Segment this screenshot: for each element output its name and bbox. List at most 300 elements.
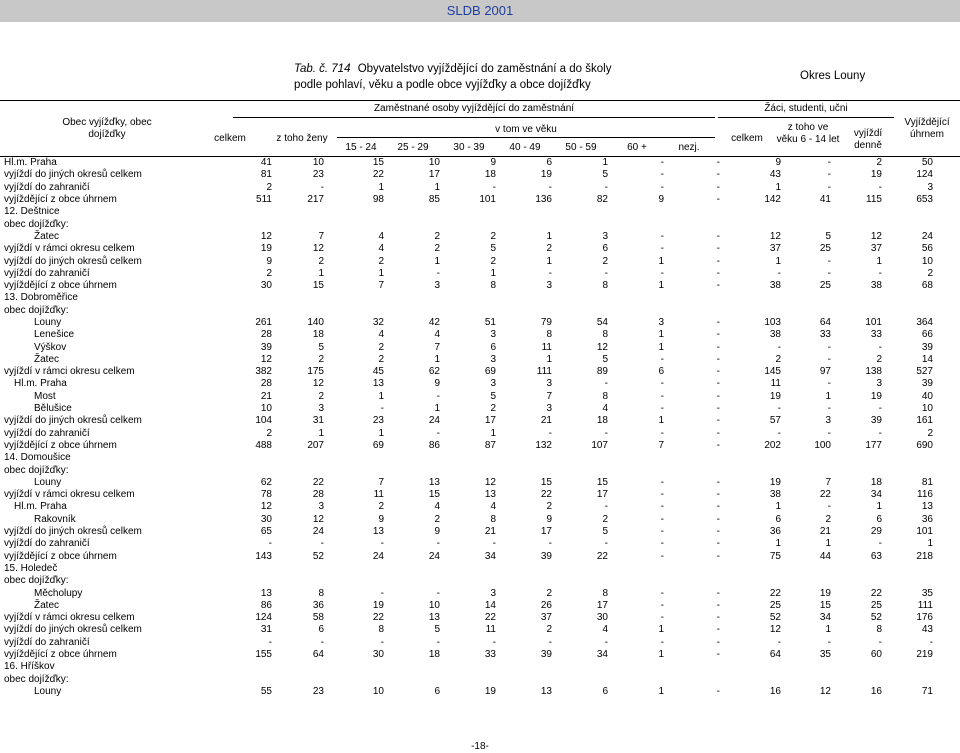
table-cell: 62 (428, 366, 440, 378)
table-cell: 1 (658, 255, 664, 267)
table-cell: 37 (540, 612, 552, 624)
table-cell: 24 (921, 230, 933, 242)
table-cell: 64 (819, 317, 831, 328)
table-cell: 15 (540, 476, 552, 488)
table-cell: 3 (658, 317, 664, 328)
table-cell: - (827, 636, 831, 648)
table-cell (324, 575, 384, 587)
table-cell: 35 (921, 587, 933, 599)
table-cell: - (380, 636, 384, 648)
table-cell: 140 (307, 317, 324, 328)
row-label: vyjíždí v rámci okresu celkem (4, 243, 135, 255)
table-row (4, 341, 933, 353)
table-cell: - (716, 243, 720, 255)
table-cell: 81 (260, 169, 272, 181)
table-cell (384, 218, 440, 230)
table-cell: - (320, 636, 324, 648)
table-cell: 33 (819, 329, 831, 341)
table-cell (272, 218, 324, 230)
table-cell (272, 464, 324, 476)
table-cell (234, 206, 272, 218)
table-cell: 101 (916, 526, 933, 538)
row-label: 16. Hříškov (4, 661, 55, 673)
table-cell (440, 575, 496, 587)
col-header-age-2: 30 - 39 (453, 142, 485, 153)
table-cell: 2 (266, 267, 272, 279)
row-label: Lenešice (34, 329, 75, 341)
table-cell (781, 673, 831, 685)
table-cell: 3 (490, 329, 496, 341)
table-cell (496, 305, 552, 317)
table-cell: 24 (372, 550, 384, 562)
table-cell: 58 (312, 612, 324, 624)
table-cell: 9 (490, 157, 496, 169)
table-cell (664, 452, 720, 464)
table-cell: 1 (490, 267, 496, 279)
table-cell: 19 (372, 599, 384, 611)
table-cell: 4 (434, 501, 440, 513)
table-cell: - (380, 538, 384, 550)
table-cell: 7 (825, 476, 831, 488)
table-cell (882, 673, 933, 685)
table-cell (608, 464, 664, 476)
table-cell: 9 (378, 513, 384, 525)
table-cell: 85 (428, 194, 440, 206)
table-cell: - (660, 636, 664, 648)
row-label: Rakovník (34, 513, 76, 525)
table-cell: 104 (255, 415, 272, 427)
table-cell: - (716, 341, 720, 353)
table-cell (781, 292, 831, 304)
table-cell: 34 (596, 649, 608, 661)
table-cell: 64 (312, 649, 324, 661)
table-cell (831, 661, 882, 673)
table-cell: - (660, 599, 664, 611)
table-cell: - (929, 636, 933, 648)
table-cell: 6 (876, 513, 882, 525)
table-cell: 23 (312, 169, 324, 181)
table-cell: 1 (378, 390, 384, 402)
table-row (4, 231, 933, 243)
table-cell: - (716, 157, 720, 169)
table-cell (496, 661, 552, 673)
table-cell: 39 (921, 378, 933, 390)
table-cell: 2 (927, 267, 933, 279)
col-header-age-6: nezj. (678, 142, 700, 153)
table-cell: 38 (769, 280, 781, 292)
table-cell: 6 (775, 513, 781, 525)
table-cell: 3 (318, 403, 324, 415)
table-cell: 78 (260, 489, 272, 501)
table-cell: 11 (541, 341, 552, 353)
table-cell (720, 563, 781, 575)
table-cell: 22 (372, 612, 384, 624)
table-cell: 9 (434, 526, 440, 538)
table-cell (781, 661, 831, 673)
table-cell: 22 (312, 476, 324, 488)
table-row (4, 612, 933, 624)
table-cell: 81 (921, 476, 933, 488)
table-cell: 2 (927, 427, 933, 439)
table-cell: - (716, 317, 720, 328)
table-cell (831, 575, 882, 587)
table-cell: - (380, 403, 384, 415)
table-row (4, 194, 933, 206)
row-label: Žatec (34, 599, 60, 611)
table-cell (552, 305, 608, 317)
table-cell (608, 673, 664, 685)
table-row (4, 428, 933, 440)
row-label: vyjíždějící z obce úhrnem (4, 194, 117, 206)
table-cell: 39 (260, 341, 272, 353)
table-cell (831, 292, 882, 304)
table-cell: 143 (255, 550, 272, 562)
table-cell: 17 (428, 169, 440, 181)
table-row (4, 305, 933, 317)
table-cell: - (716, 587, 720, 599)
table-cell: 24 (428, 550, 440, 562)
table-cell: 14 (921, 353, 933, 365)
table-cell (552, 563, 608, 575)
table-cell: 2 (434, 243, 440, 255)
table-cell: 7 (378, 280, 384, 292)
table-cell: 98 (372, 194, 384, 206)
table-cell: - (777, 267, 781, 279)
table-cell: 54 (596, 317, 608, 328)
table-cell: 30 (596, 612, 608, 624)
table-cell: - (716, 329, 720, 341)
table-cell: - (548, 427, 552, 439)
table-cell: 2 (546, 624, 552, 636)
table-cell: - (320, 538, 324, 550)
table-row (4, 243, 933, 255)
table-cell: 30 (260, 513, 272, 525)
table-cell: 43 (769, 169, 781, 181)
table-cell: 382 (255, 366, 272, 378)
table-cell: 17 (484, 415, 496, 427)
table-cell: 38 (870, 280, 882, 292)
table-cell (324, 452, 384, 464)
table-cell: 3 (602, 230, 608, 242)
row-label: Hl.m. Praha (4, 157, 57, 169)
table-cell: - (716, 612, 720, 624)
table-cell: - (827, 403, 831, 415)
table-cell (552, 292, 608, 304)
table-cell: 42 (428, 317, 440, 328)
table-cell: 6 (602, 685, 608, 697)
col-header-zaci: Žáci, studenti, učni (764, 103, 848, 114)
table-cell: 31 (260, 624, 272, 636)
table-cell: 103 (764, 317, 781, 328)
table-cell: 12 (484, 476, 496, 488)
table-cell: 219 (916, 649, 933, 661)
table-cell (234, 218, 272, 230)
table-cell: 111 (536, 366, 552, 378)
table-cell: 5 (318, 341, 324, 353)
table-cell: 39 (540, 649, 552, 661)
table-cell (552, 206, 608, 218)
table-cell: 52 (870, 612, 882, 624)
table-cell: 69 (372, 439, 384, 451)
table-cell: 16 (769, 685, 781, 697)
table-cell: - (380, 587, 384, 599)
table-cell: - (492, 636, 496, 648)
table-cell: - (660, 378, 664, 390)
table-cell: 12 (312, 378, 324, 390)
col-header-age-4: 50 - 59 (565, 142, 597, 153)
table-cell (720, 661, 781, 673)
table-cell (440, 661, 496, 673)
table-cell: - (660, 501, 664, 513)
table-cell: 10 (372, 685, 384, 697)
table-row (4, 169, 933, 181)
table-cell: 18 (596, 415, 608, 427)
table-cell: 12 (819, 685, 831, 697)
table-cell: - (716, 685, 720, 697)
table-subtitle: podle pohlaví, věku a podle obce vyjížďky a obce dojížďky (294, 79, 591, 91)
table-row (4, 637, 933, 649)
row-label: 12. Deštnice (4, 206, 60, 218)
table-cell: 2 (775, 353, 781, 365)
table-cell: 2 (876, 353, 882, 365)
table-cell: 21 (484, 526, 496, 538)
table-cell: - (777, 427, 781, 439)
table-cell: 1 (658, 649, 664, 661)
table-cell: 28 (260, 378, 272, 390)
table-cell: 175 (307, 366, 324, 378)
table-row (4, 649, 933, 661)
table-cell (781, 218, 831, 230)
table-cell: - (660, 157, 664, 169)
table-cell: 11 (485, 624, 496, 636)
table-cell: 4 (378, 230, 384, 242)
table-cell: 36 (312, 599, 324, 611)
table-cell: - (878, 636, 882, 648)
table-cell: 15 (372, 157, 384, 169)
table-cell (608, 452, 664, 464)
table-cell (324, 673, 384, 685)
table-cell (882, 452, 933, 464)
table-cell: - (548, 267, 552, 279)
table-cell: 1 (318, 427, 324, 439)
table-cell: 12 (260, 353, 272, 365)
table-cell: 5 (825, 230, 831, 242)
table-cell: 8 (602, 280, 608, 292)
table-cell: 101 (865, 317, 882, 328)
table-cell: 1 (434, 403, 440, 415)
table-cell: 13 (540, 685, 552, 697)
table-cell: 9 (434, 378, 440, 390)
table-cell (384, 673, 440, 685)
col-header-age-5: 60 + (627, 142, 647, 153)
table-cell (272, 661, 324, 673)
table-cell: 13 (921, 501, 933, 513)
table-cell: 2 (378, 501, 384, 513)
table-cell: - (436, 636, 440, 648)
table-cell: - (716, 550, 720, 562)
col-header-zaci-celkem: celkem (731, 133, 763, 144)
table-cell: 56 (921, 243, 933, 255)
table-cell: 6 (546, 157, 552, 169)
table-cell (720, 305, 781, 317)
table-cell: 2 (378, 353, 384, 365)
col-header-v-tom-veku: v tom ve věku (495, 124, 557, 135)
table-cell: 155 (255, 649, 272, 661)
table-cell: - (660, 390, 664, 402)
col-header-vyjizdi-denne: vyjíždí denně (853, 128, 883, 151)
table-cell: - (604, 181, 608, 193)
row-label: obec dojížďky: (4, 673, 69, 685)
table-cell: - (436, 587, 440, 599)
row-label: vyjíždí do zahraničí (4, 181, 90, 193)
table-cell: 1 (658, 329, 664, 341)
table-cell: 19 (540, 169, 552, 181)
table-cell: - (320, 181, 324, 193)
table-cell (384, 452, 440, 464)
table-cell: 19 (870, 169, 882, 181)
table-cell (664, 292, 720, 304)
table-cell: - (660, 526, 664, 538)
table-cell: 15 (596, 476, 608, 488)
table-cell: - (436, 538, 440, 550)
table-cell: 13 (428, 476, 440, 488)
table-cell: - (492, 538, 496, 550)
table-row (4, 538, 933, 550)
table-cell: 97 (819, 366, 831, 378)
table-cell: - (827, 378, 831, 390)
table-cell: 33 (870, 329, 882, 341)
table-cell (440, 673, 496, 685)
header-sep-veku (337, 137, 715, 138)
table-cell (440, 292, 496, 304)
table-cell: - (777, 403, 781, 415)
table-cell: 161 (916, 415, 933, 427)
row-label: Louny (34, 476, 62, 488)
table-row (4, 489, 933, 501)
table-cell (440, 452, 496, 464)
table-cell: 2 (546, 587, 552, 599)
table-cell: 2 (602, 513, 608, 525)
table-cell: 12 (260, 501, 272, 513)
table-cell: - (827, 255, 831, 267)
table-cell: 69 (484, 366, 496, 378)
table-cell (664, 305, 720, 317)
table-cell: 2 (378, 341, 384, 353)
table-cell (234, 563, 272, 575)
table-cell (552, 218, 608, 230)
table-cell: - (716, 624, 720, 636)
table-cell: 41 (819, 194, 831, 206)
table-cell: - (827, 427, 831, 439)
table-cell: 511 (256, 194, 272, 206)
table-cell (234, 452, 272, 464)
table-cell: 22 (819, 489, 831, 501)
table-cell: 43 (921, 624, 933, 636)
header-top-rule (0, 100, 960, 101)
table-cell (664, 661, 720, 673)
table-cell (781, 563, 831, 575)
table-cell (720, 452, 781, 464)
row-label: vyjíždí v rámci okresu celkem (4, 489, 135, 501)
page-number: -18- (471, 741, 489, 752)
table-cell: 1 (876, 255, 882, 267)
table-cell: 31 (312, 415, 324, 427)
table-cell (831, 673, 882, 685)
table-cell: 22 (484, 612, 496, 624)
table-cell: - (716, 366, 720, 378)
table-cell (664, 218, 720, 230)
table-cell: 107 (591, 439, 608, 451)
table-cell (272, 452, 324, 464)
table-cell (324, 206, 384, 218)
table-row (4, 317, 933, 329)
table-row (4, 415, 933, 427)
row-label: 15. Holedeč (4, 562, 58, 574)
table-cell: - (492, 181, 496, 193)
table-cell: 13 (372, 526, 384, 538)
table-cell: 17 (540, 526, 552, 538)
table-cell: - (878, 267, 882, 279)
table-row (4, 218, 933, 230)
table-cell: 3 (927, 181, 933, 193)
table-cell: - (827, 353, 831, 365)
table-cell: 8 (602, 587, 608, 599)
table-cell: 1 (825, 624, 831, 636)
table-cell: - (716, 636, 720, 648)
table-row (4, 514, 933, 526)
table-row (4, 477, 933, 489)
table-cell: 1 (927, 538, 933, 550)
table-cell: 12 (596, 341, 608, 353)
table-cell: 100 (814, 439, 831, 451)
table-cell: 3 (876, 378, 882, 390)
table-cell: - (878, 427, 882, 439)
table-cell: 136 (535, 194, 552, 206)
table-cell: - (827, 157, 831, 169)
table-cell: 30 (372, 649, 384, 661)
row-label: vyjíždí do zahraničí (4, 427, 90, 439)
table-cell: - (777, 341, 781, 353)
table-cell (608, 218, 664, 230)
table-cell (608, 575, 664, 587)
row-label: vyjíždí do jiných okresů celkem (4, 624, 142, 636)
table-cell: 8 (490, 513, 496, 525)
table-row (4, 587, 933, 599)
table-cell: 30 (260, 280, 272, 292)
table-cell: 8 (602, 329, 608, 341)
table-cell (781, 305, 831, 317)
table-cell: 35 (819, 649, 831, 661)
table-row (4, 391, 933, 403)
table-cell: 2 (378, 255, 384, 267)
table-cell: - (268, 538, 272, 550)
table-cell: 527 (916, 366, 933, 378)
row-label: vyjíždí do jiných okresů celkem (4, 255, 142, 267)
row-label: obec dojížďky: (4, 218, 69, 230)
table-cell: 1 (658, 685, 664, 697)
table-cell: 18 (312, 329, 324, 341)
table-cell: - (716, 390, 720, 402)
row-label: Žatec (34, 230, 60, 242)
table-cell (324, 563, 384, 575)
row-label: vyjíždějící z obce úhrnem (4, 280, 117, 292)
table-cell: 115 (866, 194, 882, 206)
row-label: Louny (34, 685, 62, 697)
col-header-z-toho-zeny: z toho ženy (276, 133, 328, 144)
table-cell: - (827, 169, 831, 181)
table-cell: 10 (921, 403, 933, 415)
table-cell: 13 (372, 378, 384, 390)
